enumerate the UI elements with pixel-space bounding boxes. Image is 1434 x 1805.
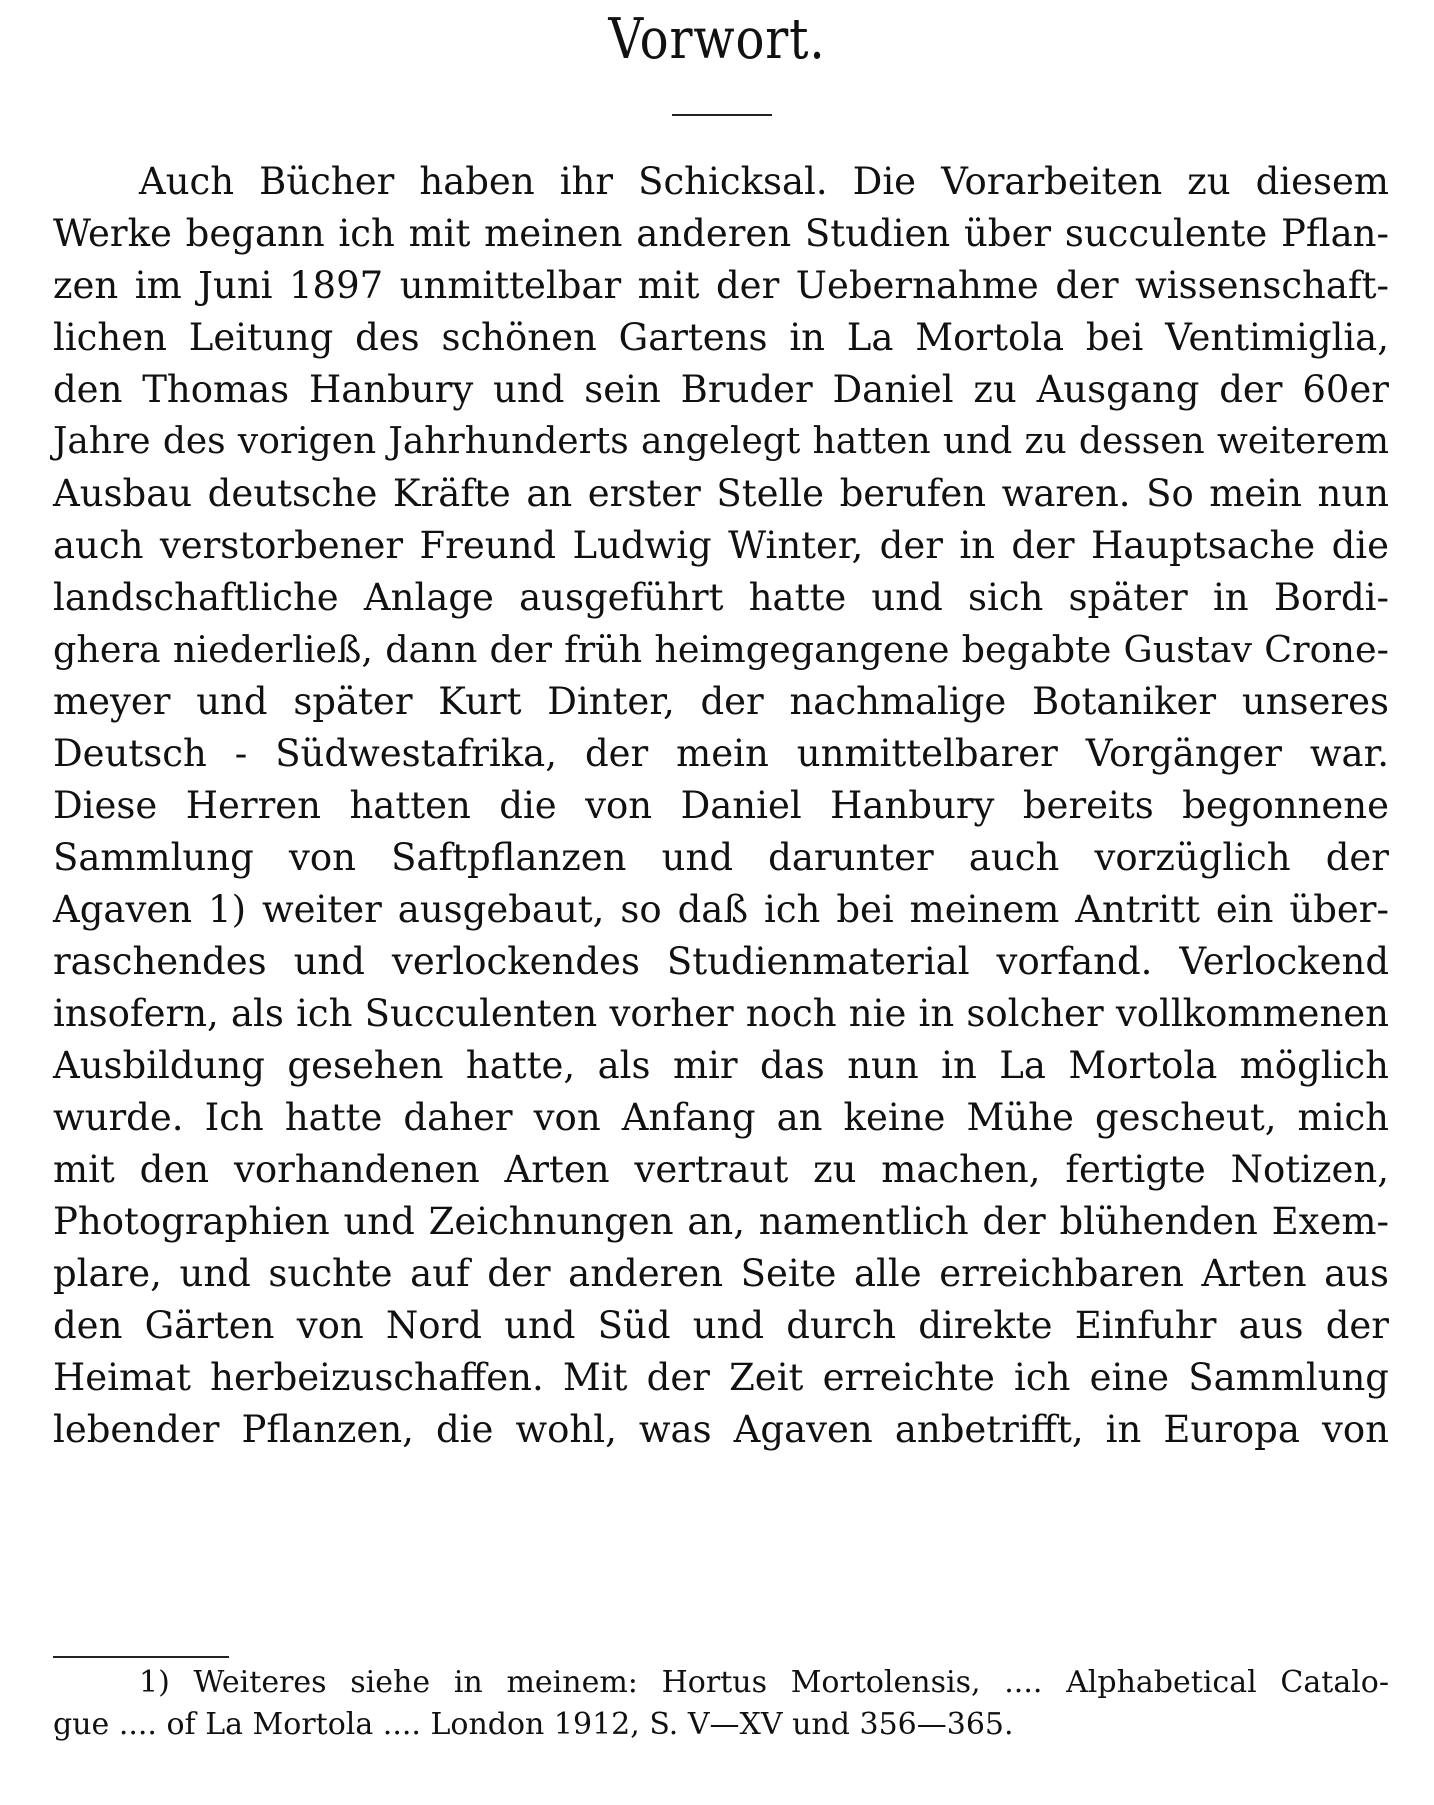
page-title: Vorwort.: [608, 7, 826, 72]
text-line: auch verstorbener Freund Ludwig Winter, der in der Hauptsache die: [53, 524, 1389, 567]
text-line: Werke begann ich mit meinen anderen Studien über succulente Pflan-: [53, 212, 1389, 255]
footnote-line: 1) Weiteres siehe in meinem: Hortus Mortolensis, .... Alphabetical Catalo-: [139, 1665, 1389, 1700]
text-line: plare, und suchte auf der anderen Seite alle erreichbaren Arten aus: [53, 1252, 1389, 1295]
text-line: Heimat herbeizuschaffen. Mit der Zeit erreichte ich eine Sammlung: [53, 1356, 1389, 1399]
text-line: mit den vorhandenen Arten vertraut zu machen, fertigte Notizen,: [53, 1148, 1389, 1191]
text-line: Agaven 1) weiter ausgebaut, so daß ich bei meinem Antritt ein über-: [53, 888, 1389, 931]
text-line: meyer und später Kurt Dinter, der nachmalige Botaniker unseres: [53, 680, 1389, 723]
text-line: ghera niederließ, dann der früh heimgegangene begabte Gustav Crone-: [53, 628, 1389, 671]
text-line: Deutsch - Südwestafrika, der mein unmittelbarer Vorgänger war.: [53, 732, 1389, 775]
text-line: Ausbau deutsche Kräfte an erster Stelle berufen waren. So mein nun: [53, 472, 1389, 515]
text-line: zen im Juni 1897 unmittelbar mit der Uebernahme der wissenschaft-: [53, 264, 1389, 307]
text-line: raschendes und verlockendes Studienmaterial vorfand. Verlockend: [53, 940, 1389, 983]
text-line: Sammlung von Saftpflanzen und darunter auch vorzüglich der: [53, 836, 1389, 879]
title-rule: [672, 114, 772, 116]
text-line: Photographien und Zeichnungen an, namentlich der blühenden Exem-: [53, 1200, 1389, 1243]
text-line: lebender Pflanzen, die wohl, was Agaven anbetrifft, in Europa von: [53, 1408, 1389, 1451]
text-line: Auch Bücher haben ihr Schicksal. Die Vorarbeiten zu diesem: [139, 160, 1389, 203]
text-line: den Thomas Hanbury und sein Bruder Daniel zu Ausgang der 60er: [53, 368, 1389, 411]
text-line: insofern, als ich Succulenten vorher noch nie in solcher vollkommenen: [53, 992, 1389, 1035]
text-line: Ausbildung gesehen hatte, als mir das nun in La Mortola möglich: [53, 1044, 1389, 1087]
footnote-rule: [53, 1656, 229, 1658]
text-line: wurde. Ich hatte daher von Anfang an keine Mühe gescheut, mich: [53, 1096, 1389, 1139]
text-line: landschaftliche Anlage ausgeführt hatte und sich später in Bordi-: [53, 576, 1389, 619]
footnote-line: gue .... of La Mortola .... London 1912, S. V—XV und 356—365.: [53, 1707, 1014, 1742]
text-line: Diese Herren hatten die von Daniel Hanbury bereits begonnene: [53, 784, 1389, 827]
text-line: Jahre des vorigen Jahrhunderts angelegt hatten und zu dessen weiterem: [53, 421, 1389, 462]
text-line: lichen Leitung des schönen Gartens in La Mortola bei Ventimiglia,: [53, 316, 1389, 359]
text-line: den Gärten von Nord und Süd und durch direkte Einfuhr aus der: [53, 1304, 1389, 1347]
